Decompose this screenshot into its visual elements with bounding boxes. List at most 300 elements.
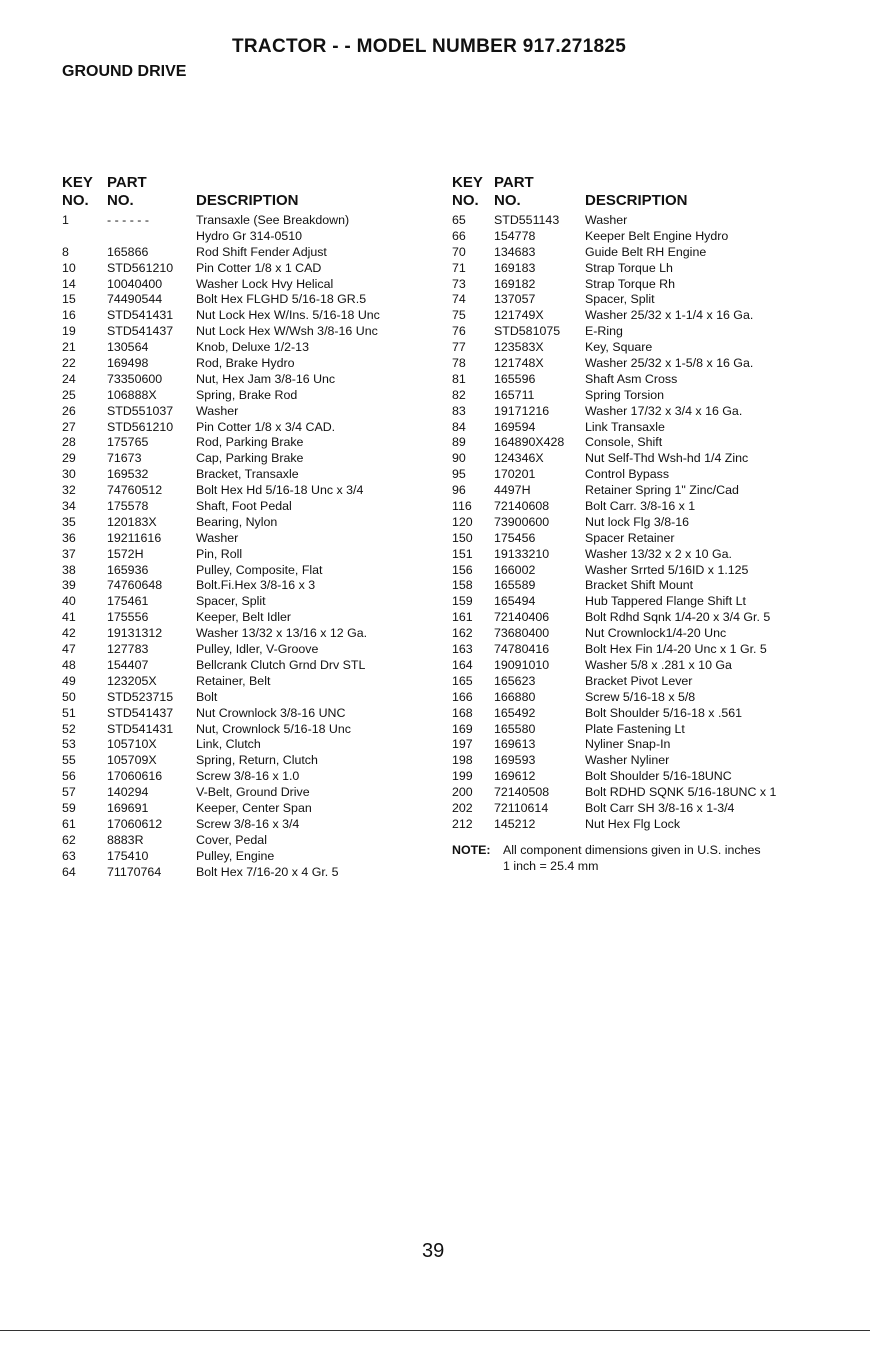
key-number: 38 [62,562,76,577]
part-number: 72140406 [494,610,550,625]
part-number: 130564 [107,340,149,355]
part-description: Bolt Hex 7/16-20 x 4 Gr. 5 [196,864,339,879]
part-description: Washer Srrted 5/16ID x 1.125 [585,562,749,577]
table-row [452,547,867,563]
key-number: 61 [62,816,76,831]
table-row [452,451,867,467]
part-description: Transaxle (See Breakdown) [196,213,350,227]
part-description: Nut Lock Hex W/Wsh 3/8-16 Unc [196,324,378,339]
table-row [452,499,867,515]
table-row [62,722,452,738]
part-description: Washer [585,213,628,227]
part-description: Nut Crownlock1/4-20 Unc [585,626,727,641]
section-title: GROUND DRIVE [62,63,187,80]
key-number: 15 [62,292,76,307]
part-number: STD581075 [494,324,561,339]
part-number: 165596 [494,371,536,386]
key-header: KEY [62,174,93,191]
part-description: Spacer Retainer [585,530,675,545]
key-number: 71 [452,260,466,275]
table-row [452,277,867,293]
part-description: Spacer, Split [585,292,655,307]
key-number: 89 [452,435,466,450]
key-number: 81 [452,371,466,386]
part-no-header: NO. [494,192,521,209]
part-number: STD541437 [107,705,174,720]
part-description: Pin Cotter 1/8 x 1 CAD [196,260,322,275]
key-number: 166 [452,689,473,704]
key-number: 83 [452,403,466,418]
part-number: 165494 [494,594,536,609]
table-row [452,753,867,769]
part-description: Washer 17/32 x 3/4 x 16 Ga. [585,403,743,418]
part-description: Keeper, Belt Idler [196,610,292,625]
part-description: Bracket Shift Mount [585,578,694,593]
part-description: Keeper, Center Span [196,800,312,815]
part-description: Washer Nyliner [585,753,670,768]
part-description: Shaft Asm Cross [585,371,678,386]
table-row [452,245,867,261]
table-row [62,229,452,245]
part-number: 72140608 [494,499,550,514]
key-number: 202 [452,800,473,815]
table-row [452,483,867,499]
part-description: Shaft, Foot Pedal [196,499,292,514]
part-number: 165589 [494,578,536,593]
part-number: 166002 [494,562,536,577]
part-number: STD561210 [107,260,174,275]
table-row [452,785,867,801]
key-no-header: NO. [452,192,479,209]
part-number: 124346X [494,451,544,466]
table-row [62,261,452,277]
table-row [62,849,452,865]
table-row [452,420,867,436]
table-row [62,213,452,229]
part-description: Nut Lock Hex W/Ins. 5/16-18 Unc [196,308,380,323]
part-number: 123583X [494,340,544,355]
part-description: Cap, Parking Brake [196,451,304,466]
key-number: 65 [452,213,466,227]
key-number: 59 [62,800,76,815]
part-number: 169182 [494,276,536,291]
key-number: 120 [452,514,473,529]
key-number: 164 [452,657,473,672]
table-row [62,388,452,404]
part-number: 165623 [494,673,536,688]
key-number: 49 [62,673,76,688]
part-number: 71170764 [107,864,162,879]
key-number: 19 [62,324,76,339]
key-number: 74 [452,292,466,307]
part-description: Bearing, Nylon [196,514,278,529]
key-number: 34 [62,499,76,514]
table-header [452,172,867,213]
table-row [62,483,452,499]
part-number: 72140508 [494,785,550,800]
part-description: Bellcrank Clutch Grnd Drv STL [196,657,366,672]
table-row [452,340,867,356]
part-description: Spring, Return, Clutch [196,753,318,768]
table-row [452,706,867,722]
key-number: 27 [62,419,76,434]
key-number: 36 [62,530,76,545]
key-number: 22 [62,356,76,371]
part-description: Hydro Gr 314-0510 [196,228,303,243]
part-description: Screw 5/16-18 x 5/8 [585,689,696,704]
key-number: 25 [62,387,76,402]
key-number: 75 [452,308,466,323]
part-header: PART [494,174,534,191]
table-row [452,404,867,420]
key-number: 162 [452,626,473,641]
part-description: Nut Hex Flg Lock [585,816,681,831]
part-number: 120183X [107,514,157,529]
key-number: 56 [62,769,76,784]
table-row [62,642,452,658]
table-row [452,626,867,642]
part-description: Nut, Crownlock 5/16-18 Unc [196,721,351,736]
part-number: 19211616 [107,530,162,545]
part-number: 4497H [494,483,531,498]
part-number: 19133210 [494,546,550,561]
part-number: 17060612 [107,816,163,831]
key-number: 55 [62,753,76,768]
table-row [452,213,867,229]
key-number: 163 [452,642,473,657]
part-description: Pin, Roll [196,546,243,561]
part-description: Screw 3/8-16 x 3/4 [196,816,300,831]
note-conversion: 1 inch = 25.4 mm [503,858,599,873]
key-number: 70 [452,244,466,259]
table-row [62,594,452,610]
part-number: 105709X [107,753,157,768]
part-number: STD541437 [107,324,174,339]
part-description: Screw 3/8-16 x 1.0 [196,769,300,784]
part-number: 154778 [494,228,536,243]
key-number: 8 [62,244,69,259]
part-description: Bolt Hex FLGHD 5/16-18 GR.5 [196,292,367,307]
key-number: 32 [62,483,76,498]
key-number: 30 [62,467,76,482]
key-number: 64 [62,864,76,879]
table-row [62,340,452,356]
part-description: Spring, Brake Rod [196,387,298,402]
part-number: 165492 [494,705,536,720]
table-row [452,690,867,706]
key-number: 96 [452,483,466,498]
part-description: Strap Torque Rh [585,276,676,291]
part-number: 169594 [494,419,536,434]
key-number: 14 [62,276,76,291]
table-row [452,722,867,738]
part-description: Pulley, Engine [196,848,275,863]
part-description: Washer [196,403,239,418]
table-header [62,172,452,213]
page-title: TRACTOR - - MODEL NUMBER 917.271825 [232,36,627,57]
part-number: 169593 [494,753,536,768]
table-row [452,642,867,658]
key-number: 42 [62,626,76,641]
table-row [62,626,452,642]
table-row [452,531,867,547]
table-row [62,245,452,261]
table-row [452,801,867,817]
part-number: 121749X [494,308,544,323]
part-number: 175461 [107,594,149,609]
part-description: Rod Shift Fender Adjust [196,244,327,259]
key-number: 50 [62,689,76,704]
table-row [62,324,452,340]
table-row [452,292,867,308]
key-number: 159 [452,594,473,609]
key-header: KEY [452,174,483,191]
bottom-divider [0,1330,870,1331]
part-number: 166880 [494,689,536,704]
table-row [62,833,452,849]
table-row [62,277,452,293]
table-row [62,706,452,722]
part-description: Bolt Carr SH 3/8-16 x 1-3/4 [585,800,735,815]
table-row [62,451,452,467]
key-number: 29 [62,451,76,466]
parts-table-right [452,172,867,873]
table-row [62,435,452,451]
part-number: STD551037 [107,403,174,418]
key-number: 26 [62,403,76,418]
table-row [62,658,452,674]
key-number: 37 [62,546,76,561]
key-number: 156 [452,562,473,577]
part-number: STD561210 [107,419,174,434]
key-number: 53 [62,737,76,752]
part-number: 72110614 [494,800,549,815]
key-number: 47 [62,642,76,657]
table-row [62,547,452,563]
table-row [62,817,452,833]
part-number: 175556 [107,610,149,625]
part-description: Link, Clutch [196,737,261,752]
key-number: 168 [452,705,473,720]
part-description: Rod, Brake Hydro [196,356,295,371]
key-number: 48 [62,657,76,672]
table-row [62,356,452,372]
part-description: Washer 25/32 x 1-1/4 x 16 Ga. [585,308,754,323]
part-description: Rod, Parking Brake [196,435,304,450]
key-number: 212 [452,816,473,831]
table-row [62,515,452,531]
part-number: 121748X [494,356,544,371]
part-description: Cover, Pedal [196,832,267,847]
part-number: 74490544 [107,292,163,307]
table-row [62,674,452,690]
key-number: 198 [452,753,473,768]
parts-list-left [62,213,452,880]
table-row [62,499,452,515]
table-row [452,578,867,594]
key-number: 199 [452,769,473,784]
table-row [62,801,452,817]
part-number: 169612 [494,769,536,784]
part-description: Keeper Belt Engine Hydro [585,228,729,243]
part-description: Washer 25/32 x 1-5/8 x 16 Ga. [585,356,754,371]
description-header: DESCRIPTION [585,192,688,209]
table-row [452,372,867,388]
table-row [62,308,452,324]
key-number: 161 [452,610,473,625]
part-description: Console, Shift [585,435,663,450]
part-description: Washer [196,530,239,545]
part-description: Bolt Shoulder 5/16-18 x .561 [585,705,743,720]
part-number: 170201 [494,467,536,482]
key-number: 28 [62,435,76,450]
part-description: Pulley, Composite, Flat [196,562,323,577]
part-number: 134683 [494,244,536,259]
part-description: Nut lock Flg 3/8-16 [585,514,689,529]
part-description: Nut Crownlock 3/8-16 UNC [196,705,346,720]
part-description: Washer 5/8 x .281 x 10 Ga [585,657,732,672]
part-description: Hub Tappered Flange Shift Lt [585,594,746,609]
key-number: 66 [452,228,466,243]
note-label: NOTE: [452,842,491,857]
table-row [452,817,867,833]
table-row [452,658,867,674]
table-row [62,292,452,308]
table-row [452,356,867,372]
key-number: 73 [452,276,466,291]
part-description: Bolt RDHD SQNK 5/16-18UNC x 1 [585,785,777,800]
part-description: Spacer, Split [196,594,266,609]
part-number: 106888X [107,387,157,402]
key-number: 95 [452,467,466,482]
part-number: 169613 [494,737,536,752]
key-number: 41 [62,610,76,625]
part-description: Strap Torque Lh [585,260,673,275]
part-number: STD541431 [107,721,174,736]
parts-table-left [62,172,452,880]
table-row [62,578,452,594]
table-row [62,769,452,785]
part-description: Nut Self-Thd Wsh-hd 1/4 Zinc [585,451,749,466]
part-number: 175765 [107,435,149,450]
key-number: 150 [452,530,473,545]
part-number: 137057 [494,292,536,307]
table-row [452,229,867,245]
key-number: 77 [452,340,466,355]
part-number: 165711 [494,387,535,402]
key-number: 158 [452,578,473,593]
part-number: 19091010 [494,657,550,672]
part-number: 74780416 [494,642,550,657]
table-row [452,674,867,690]
table-row [452,515,867,531]
part-description: V-Belt, Ground Drive [196,785,310,800]
part-number: 73900600 [494,514,550,529]
table-row [62,467,452,483]
table-row [62,785,452,801]
table-row [62,753,452,769]
table-row [452,737,867,753]
part-number: 17060616 [107,769,163,784]
table-row [62,372,452,388]
note-text: All component dimensions given in U.S. inches [503,842,761,857]
part-number: 105710X [107,737,157,752]
table-row [62,404,452,420]
part-number: 140294 [107,785,149,800]
key-number: 51 [62,705,76,720]
part-number: 164890X428 [494,435,565,450]
key-number: 1 [62,213,69,227]
key-number: 78 [452,356,466,371]
part-number: 154407 [107,657,149,672]
part-description: Bolt Rdhd Sqnk 1/4-20 x 3/4 Gr. 5 [585,610,771,625]
part-number: 19131312 [107,626,163,641]
key-number: 57 [62,785,76,800]
table-row [62,737,452,753]
key-number: 200 [452,785,473,800]
key-number: 76 [452,324,466,339]
key-number: 84 [452,419,466,434]
table-row [452,610,867,626]
part-description: Washer 13/32 x 2 x 10 Ga. [585,546,732,561]
part-number: 71673 [107,451,142,466]
key-no-header: NO. [62,192,89,209]
key-number: 52 [62,721,76,736]
part-description: Washer Lock Hvy Helical [196,276,334,291]
table-row [62,865,452,881]
parts-list-right [452,213,867,833]
key-number: 169 [452,721,473,736]
key-number: 35 [62,514,76,529]
part-number: 175578 [107,499,149,514]
part-number: 1572H [107,546,144,561]
part-number: 165866 [107,244,149,259]
part-number: STD551143 [494,213,560,227]
part-number: 169691 [107,800,149,815]
part-number: 8883R [107,832,144,847]
table-row [452,467,867,483]
part-number: 73350600 [107,371,163,386]
table-row [62,563,452,579]
key-number: 10 [62,260,76,275]
part-description: Bolt [196,689,218,704]
part-description: Spring Torsion [585,387,664,402]
table-row [452,388,867,404]
table-row [452,769,867,785]
table-row [452,308,867,324]
table-row [452,594,867,610]
part-description: Key, Square [585,340,653,355]
table-row [62,610,452,626]
part-description: Plate Fastening Lt [585,721,685,736]
part-header: PART [107,174,147,191]
part-number: - - - - - - [107,213,149,227]
key-number: 16 [62,308,76,323]
part-description: Guide Belt RH Engine [585,244,707,259]
key-number: 165 [452,673,473,688]
page-number: 39 [422,1240,445,1262]
part-number: 175456 [494,530,536,545]
table-row [452,261,867,277]
part-number: 73680400 [494,626,550,641]
part-description: Bolt Hex Hd 5/16-18 Unc x 3/4 [196,483,364,498]
part-number: 74760512 [107,483,163,498]
part-number: 127783 [107,642,149,657]
part-number: 165936 [107,562,149,577]
part-description: Retainer Spring 1" Zinc/Cad [585,483,739,498]
part-number: 145212 [494,816,536,831]
part-number: 169183 [494,260,536,275]
